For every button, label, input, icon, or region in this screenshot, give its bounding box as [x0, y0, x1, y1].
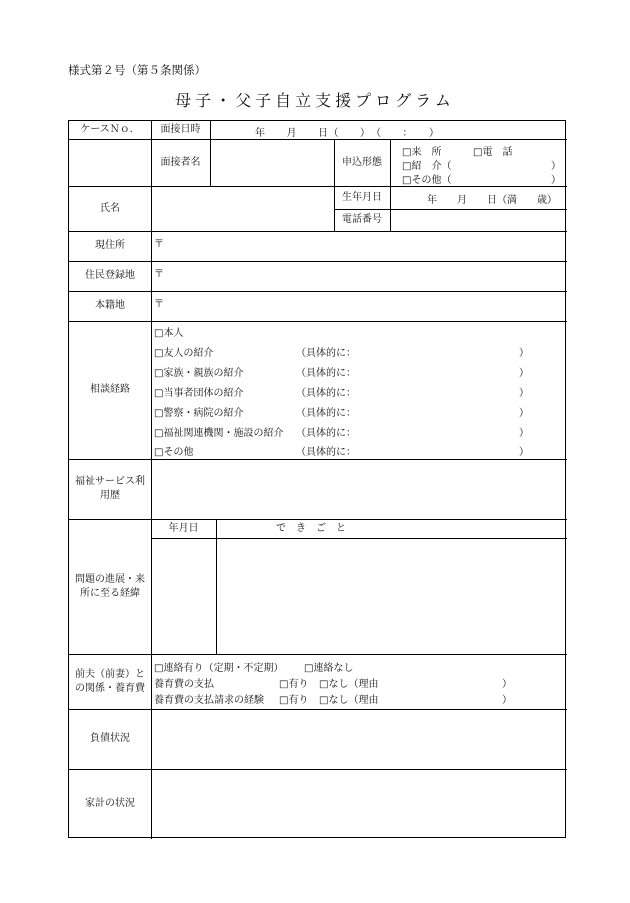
route-option[interactable]: □当事者団体の紹介	[154, 388, 244, 399]
current-address-label: 現住所	[95, 240, 125, 251]
route-label: 相談経路	[90, 384, 130, 395]
option-visit[interactable]: □来 所	[402, 147, 442, 158]
route-close-paren: ）	[519, 348, 529, 359]
welfare-label: 福祉サービス利用歴	[75, 476, 145, 501]
route-option[interactable]: □本人	[154, 328, 184, 339]
support-payment-no[interactable]: □なし（理由	[319, 679, 379, 690]
domicile-label: 本籍地	[95, 300, 125, 311]
route-option[interactable]: □警察・病院の紹介	[154, 408, 244, 419]
route-option[interactable]: □友人の紹介	[154, 348, 214, 359]
route-option[interactable]: □家族・親族の紹介	[154, 368, 244, 379]
support-claim-no[interactable]: □なし（理由	[319, 695, 379, 706]
interview-date-field[interactable]: 年 月 日（ ） （ ： ）	[255, 128, 440, 139]
contact-yes-option[interactable]: □連絡有り（定期・不定期）	[154, 663, 284, 674]
support-claim-yes[interactable]: □有り	[279, 695, 309, 706]
form-number: 様式第２号（第５条関係）	[68, 63, 206, 77]
option-referral[interactable]: □紹 介（	[402, 161, 452, 172]
problem-label: 問題の進展・来所に至る経緯	[75, 573, 145, 599]
phone-label: 電話番号	[342, 214, 382, 225]
route-detail: （具体的に：	[296, 447, 356, 458]
ex-spouse-label: 前夫（前妻）との関係・養育費	[75, 668, 145, 694]
debt-label: 負債状況	[90, 733, 130, 744]
option-other[interactable]: □その他（	[402, 175, 452, 186]
route-close-paren: ）	[519, 447, 529, 458]
support-payment-close-paren: ）	[502, 679, 512, 690]
case-no-label: ケースＮｏ．	[80, 124, 140, 135]
contact-no-option[interactable]: □連絡なし	[304, 663, 354, 674]
support-payment-label: 養育費の支払	[154, 679, 214, 690]
route-detail: （具体的に：	[296, 388, 356, 399]
route-option[interactable]: □その他	[154, 447, 194, 458]
application-form-label: 申込形態	[342, 156, 382, 168]
household-label: 家計の状況	[85, 798, 135, 809]
postal-mark: 〒	[154, 239, 164, 250]
support-claim-close-paren: ）	[502, 695, 512, 706]
form-table	[68, 120, 566, 838]
interviewer-label: 面接者名	[160, 156, 201, 168]
route-detail: （具体的に：	[296, 428, 356, 439]
route-close-paren: ）	[519, 388, 529, 399]
name-label: 氏名	[100, 202, 120, 214]
referral-close-paren: ）	[551, 161, 561, 172]
support-payment-yes[interactable]: □有り	[279, 679, 309, 690]
dob-field[interactable]: 年 月 日（満 歳）	[427, 195, 557, 206]
col-date-header: 年月日	[168, 522, 199, 534]
other-close-paren: ）	[551, 175, 561, 186]
route-close-paren: ）	[519, 368, 529, 379]
route-detail: （具体的に：	[296, 348, 356, 359]
route-detail: （具体的に：	[296, 368, 356, 379]
postal-mark: 〒	[154, 269, 164, 280]
postal-mark: 〒	[154, 299, 164, 310]
interview-date-label: 面接日時	[160, 124, 201, 135]
form-title: 母子・父子自立支援プログラム	[175, 91, 455, 110]
route-detail: （具体的に：	[296, 408, 356, 419]
route-close-paren: ）	[519, 408, 529, 419]
support-claim-label: 養育費の支払請求の経験	[154, 695, 264, 706]
option-phone[interactable]: □電 話	[473, 147, 513, 158]
route-close-paren: ）	[519, 428, 529, 439]
col-event-header: で き ご と	[276, 522, 346, 534]
route-option[interactable]: □福祉関連機関・施設の紹介	[154, 428, 284, 439]
registered-address-label: 住民登録地	[85, 270, 135, 281]
dob-label: 生年月日	[342, 191, 382, 203]
